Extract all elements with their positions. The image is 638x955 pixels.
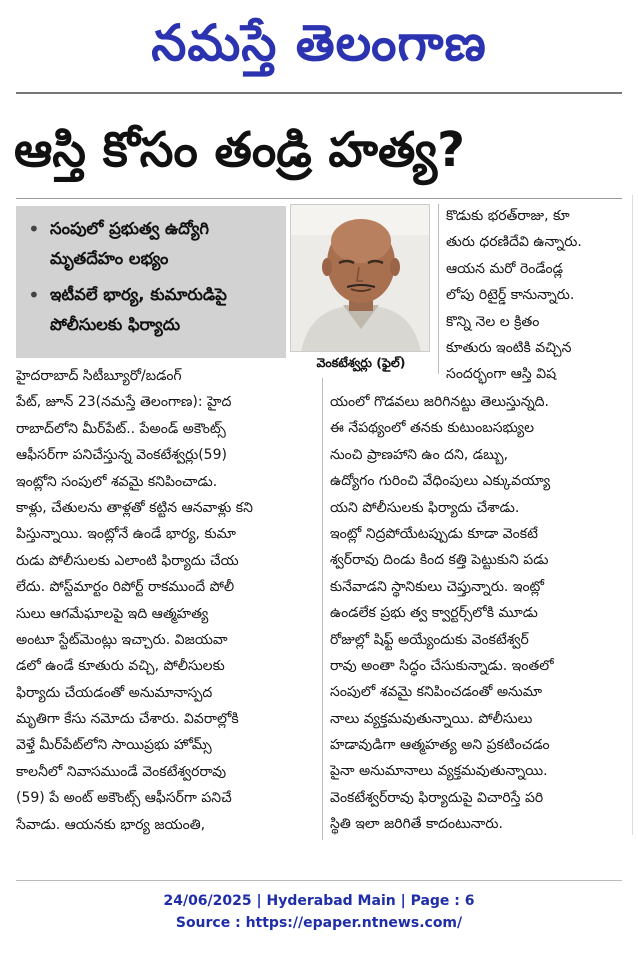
highlight-line: ఇటీవలే భార్య, కుమారుడిపై — [50, 285, 227, 304]
article-line: లోపు రిటైర్డ్ కానున్నారు. — [446, 287, 575, 304]
headline: ఆస్తి కోసం తండ్రి హత్య? — [14, 122, 465, 178]
article-line: మృతిగా కేసు నమోదు చేశారు. వివరాల్లోకి — [16, 711, 239, 728]
article-line: రుడు పోలీసులకు ఎలాంటి ఫిర్యాదు చేయ — [16, 552, 239, 569]
article-line: కూతురు ఇంటికి వచ్చిన — [446, 339, 572, 356]
article-line: శ్వర్‌రావు దిండు కింద కత్తి పెట్టుకుని పడు — [330, 552, 549, 569]
article-line: రోజుల్లో షిఫ్ట్ అయ్యేందుకు వెంకటేశ్వర్ — [330, 631, 529, 648]
highlight-item — [28, 280, 276, 340]
article-line: ఉండలేక ప్రభు త్వ క్వార్టర్స్‌లోకి మూడు — [330, 605, 538, 622]
top-rule — [16, 92, 622, 94]
article-line: కొడుకు భరత్‌రాజు, కూ — [446, 208, 570, 224]
article-column-left — [16, 363, 314, 838]
article-line: రాబాద్‌లోని మీర్‌పేట్.. పేఅండ్ అకౌంట్స్ — [16, 420, 226, 437]
article-line: పిస్తున్నాయి. ఇంట్లోనే ఉండే భార్య, కుమా — [16, 526, 236, 543]
article-line: ఫిర్యాదు చేయడంతో అనుమానాస్పద — [16, 684, 213, 701]
article-line: కునేవాడని స్థానికులు చెప్తున్నారు. ఇంట్లో — [330, 578, 545, 595]
article-line: ఉద్యోగం గురించి వేధింపులు ఎక్కువయ్యా — [330, 473, 551, 490]
article-line: వెళ్తే మీర్‌పేట్‌లోని సాయిప్రభు హోమ్స్ — [16, 737, 212, 754]
article-line: సేవాడు. ఆయనకు భార్య జయంతి, — [16, 816, 206, 833]
bullet-icon: • — [28, 217, 40, 241]
article-line: వెంకటేశ్వర్‌రావు ఫిర్యాదుపై విచారిస్తే పరి — [330, 789, 544, 806]
article-line: ఈ నేపథ్యంలో తనకు కుటుంబసభ్యుల — [330, 420, 535, 437]
masthead-logo: నమస్తే తెలంగాణ — [151, 14, 487, 72]
photo-caption: వెంకటేశ్వర్లు (ఫైల్) — [316, 355, 406, 370]
article-line: యని పోలీసులకు ఫిర్యాదు చేశాడు. — [330, 499, 520, 516]
highlight-line: సంపులో ప్రభుత్వ ఉద్యోగి — [50, 219, 209, 238]
footer-rule — [16, 880, 622, 881]
highlights-box — [16, 206, 286, 358]
headline-rule — [16, 198, 622, 199]
article-line: కొన్ని నెల ల క్రితం — [446, 313, 540, 330]
page-edge-rule — [632, 195, 633, 835]
highlight-text — [50, 280, 227, 340]
article-line: అంటూ స్టేట్‌మెంట్లు ఇచ్చారు. విజయవా — [16, 631, 228, 648]
portrait-photo — [290, 204, 430, 352]
article-line: ఇంట్లో నిద్రపోయేటప్పుడు కూడా వెంకటే — [330, 525, 538, 542]
article-line: సంపులో శవమై కనిపించడంతో అనుమా — [330, 684, 543, 701]
article-line: సందర్భంగా ఆస్తి విష — [446, 366, 557, 383]
article-line: కాలనీలో నివాసముండే వెంకటేశ్వరరావు — [16, 763, 227, 780]
article-line: కాళ్లు, చేతులను తాళ్లతో కట్టిన ఆనవాళ్లు కని — [16, 499, 253, 516]
article-line: ఆఫీసర్‌గా పనిచేస్తున్న వెంకటేశ్వర్లు(59) — [16, 447, 227, 464]
article-line: నుంచి ప్రాణహాని ఉం దని, డబ్బు, — [330, 446, 509, 463]
article-column-right — [330, 389, 622, 838]
article-line: ఆయన మరో రెండేండ్ల — [446, 260, 563, 277]
article-line: నాలు వ్యక్తమవుతున్నాయి. పోలీసులు — [330, 710, 533, 727]
article-line: డలో ఉండే కూతురు వచ్చి, పోలీసులకు — [16, 658, 225, 675]
column-divider — [322, 378, 323, 840]
highlight-line: మృతదేహం లభ్యం — [50, 249, 169, 268]
footer-source: Source : https://epaper.ntnews.com/ — [175, 915, 463, 931]
highlight-text — [50, 214, 209, 274]
article-line: తురు ధరణిదేవి ఉన్నారు. — [446, 234, 582, 251]
article-line: హైదరాబాద్ సిటీబ్యూరో/బడంగ్ — [16, 368, 182, 384]
highlight-line: పోలీసులకు ఫిర్యాదు — [50, 315, 181, 334]
bullet-icon: • — [28, 283, 40, 307]
article-line: రావు అంతా సిద్ధం చేసుకున్నాడు. ఇంతలో — [330, 657, 554, 674]
article-column-right-top — [446, 203, 621, 388]
article-line: (59) పే అంట్ అకౌంట్స్ ఆఫీసర్‌గా పనిచే — [16, 790, 232, 807]
article-line: హడావుడిగా ఆత్మహత్య అని ప్రకటించడం — [330, 737, 550, 754]
article-line: సులు ఆగమేఘాలపై ఇది ఆత్మహత్య — [16, 605, 209, 622]
article-line: పైనా అనుమానాలు వ్యక్తమవుతున్నాయి. — [330, 763, 548, 780]
article-line: ఇంట్లోని సంపులో శవమై కనిపించాడు. — [16, 473, 218, 490]
article-line: పేట్, జూన్ 23(నమస్తే తెలంగాణ): హైద — [16, 394, 232, 411]
article-line: లేదు. పోస్ట్‌మార్టం రిపోర్ట్ రాకముందే పోలీ — [16, 579, 235, 596]
article-line: యంలో గొడవలు జరిగినట్టు తెలుస్తున్నది. — [330, 394, 550, 410]
highlight-item — [28, 214, 276, 274]
footer-date-edition: 24/06/2025 | Hyderabad Main | Page : 6 — [163, 893, 475, 909]
article-line: స్థితి ఇలా జరిగితే కాదంటునారు. — [330, 816, 503, 833]
column-divider — [438, 204, 439, 374]
